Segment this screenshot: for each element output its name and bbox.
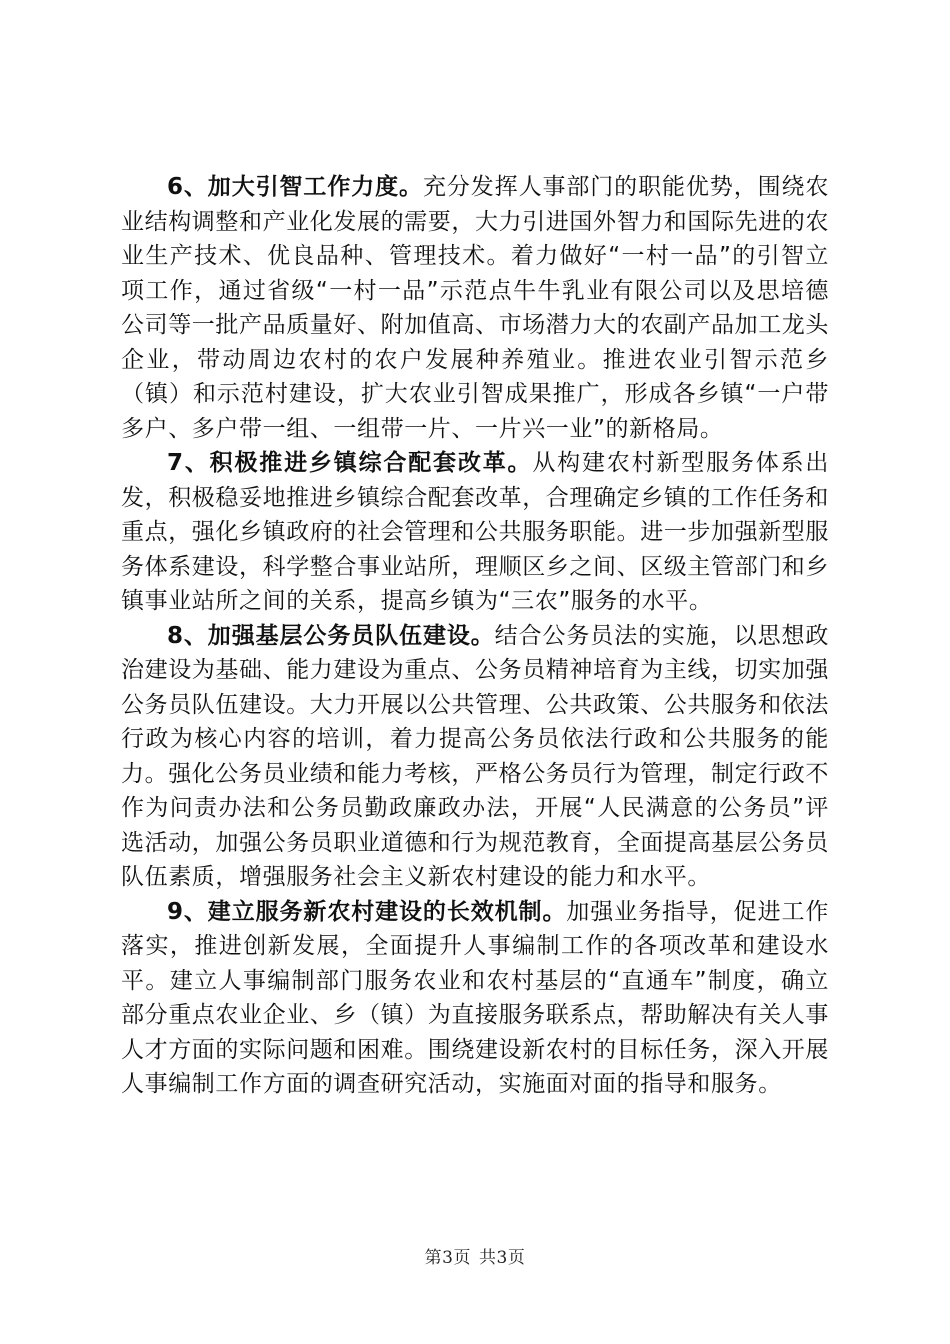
- page-number: 第3页: [424, 1248, 471, 1268]
- paragraph-6-heading: 6、加大引智工作力度。: [167, 174, 423, 200]
- page-total: 共3页: [479, 1248, 526, 1268]
- paragraph-8: [121, 619, 829, 895]
- paragraph-9-heading: 9、建立服务新农村建设的长效机制。: [167, 898, 567, 925]
- page-footer: [0, 1243, 950, 1268]
- paragraph-7-body: 从构建农村新型服务体系出发，积极稳妥地推进乡镇综合配套改革，合理确定乡镇的工作任务和重点，强化乡镇政府的社会管理和公共服务职能。进一步加强新型服务体系建设，科学整合事业站所，理顺区乡之间、区级主管部门和乡镇事业站所之间的关系，提高乡镇为“三农”服务的水平。: [121, 450, 829, 614]
- paragraph-9-body: 加强业务指导，促进工作落实，推进创新发展，全面提升人事编制工作的各项改革和建设水平。建立人事编制部门服务农业和农村基层的“直通车”制度，确立部分重点农业企业、乡（镇）为直接服务联系点，帮助解决有关人事人才方面的实际问题和困难。围绕建设新农村的目标任务，深入开展人事编制工作方面的调查研究活动，实施面对面的指导和服务。: [121, 898, 829, 1097]
- paragraph-7: [121, 446, 829, 619]
- document-body: [121, 170, 829, 1102]
- paragraph-8-heading: 8、加强基层公务员队伍建设。: [167, 622, 495, 649]
- paragraph-9: [121, 895, 829, 1102]
- paragraph-6-body: 充分发挥人事部门的职能优势，围绕农业结构调整和产业化发展的需要，大力引进国外智力和国际先进的农业生产技术、优良品种、管理技术。着力做好“一村一品”的引智立项工作，通过省级“一村一品”示范点牛牛乳业有限公司以及思培德公司等一批产品质量好、附加值高、市场潜力大的农副产品加工龙头企业，带动周边农村的农户发展种养殖业。推进农业引智示范乡（镇）和示范村建设，扩大农业引智成果推广，形成各乡镇“一户带多户、多户带一组、一组带一片、一片兴一业”的新格局。: [121, 174, 830, 442]
- paragraph-6: [121, 170, 829, 446]
- paragraph-7-heading: 7、积极推进乡镇综合配套改革。: [167, 450, 533, 476]
- paragraph-8-body: 结合公务员法的实施，以思想政治建设为基础、能力建设为重点、公务员精神培育为主线，切实加强公务员队伍建设。大力开展以公共管理、公共政策、公共服务和依法行政为核心内容的培训，着力提高公务员依法行政和公共服务的能力。强化公务员业绩和能力考核，严格公务员行为管理，制定行政不作为问责办法和公务员勤政廉政办法，开展“人民满意的公务员”评选活动，加强公务员职业道德和行为规范教育，全面提高基层公务员队伍素质，增强服务社会主义新农村建设的能力和水平。: [121, 622, 829, 890]
